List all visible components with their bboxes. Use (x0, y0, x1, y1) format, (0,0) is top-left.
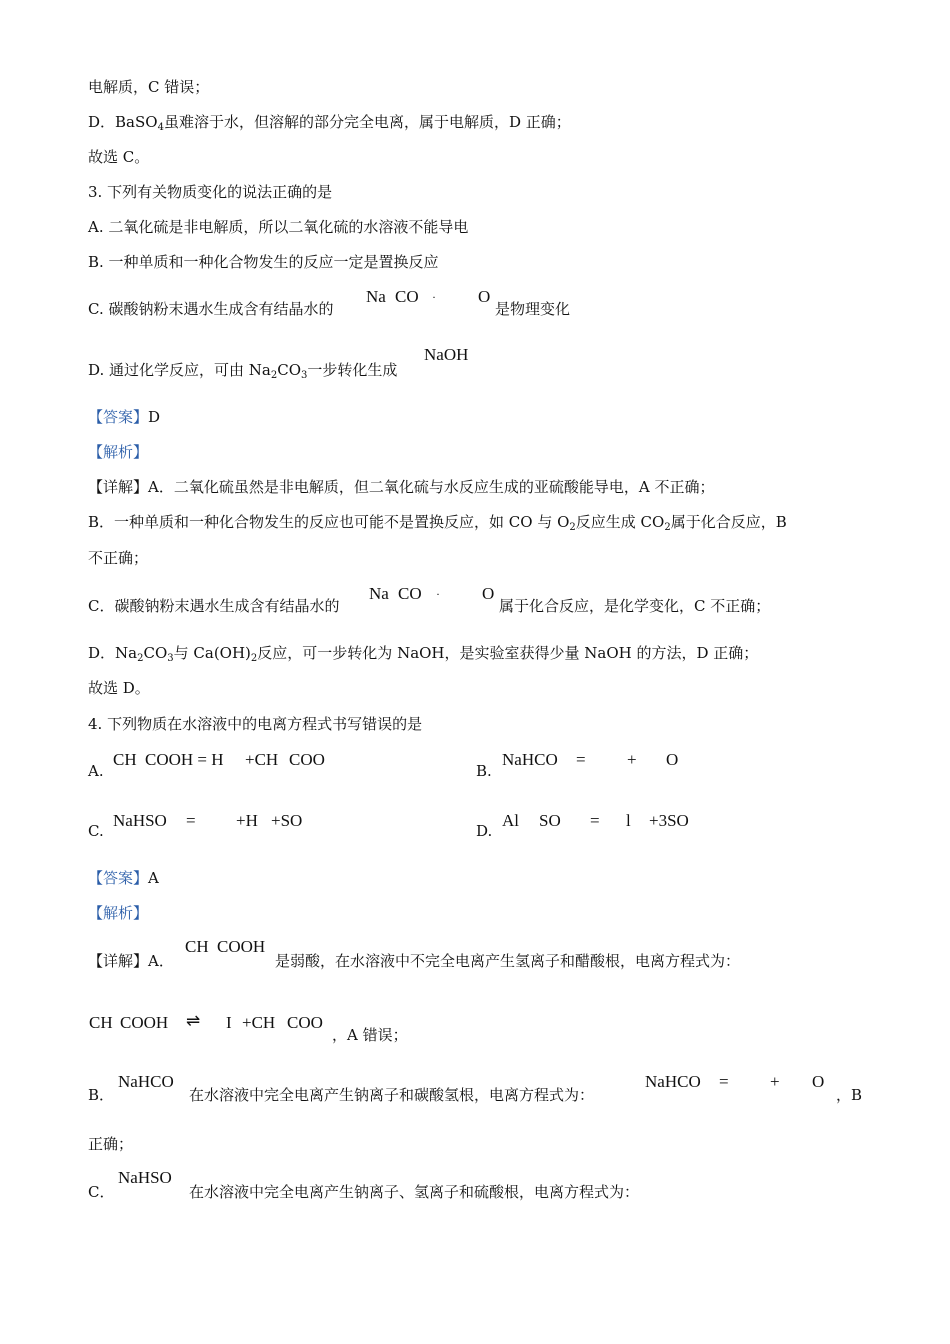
explanation-line: 不正确； (88, 549, 149, 567)
text-fragment: 在水溶液中完全电离产生钠离子和碳酸氢根，电离方程式为： (189, 1086, 595, 1104)
formula-fragment: NaHCO (645, 1072, 701, 1091)
equilibrium-arrow-icon: ⇌ (186, 1011, 201, 1030)
option-label: A. (88, 762, 104, 780)
formula-fragment: · (432, 290, 436, 304)
answer-value: A (148, 869, 159, 887)
formula-fragment: SO (539, 811, 561, 830)
text-fragment: 是弱酸，在水溶液中不完全电离产生氢离子和醋酸根，电离方程式为： (275, 952, 741, 970)
text-fragment: 属于化合反应，B (670, 513, 787, 531)
subscript: 3 (167, 653, 174, 664)
subscript: 4 (157, 122, 164, 133)
text-line: 故选 C。 (88, 148, 150, 166)
text-fragment: 反应生成 CO (575, 513, 665, 531)
formula-fragment: + (627, 750, 637, 769)
analysis-label: 【解析】 (88, 904, 149, 922)
formula-fragment: NaHSO (113, 811, 167, 830)
text-fragment: CO (277, 361, 302, 379)
subscript: 2 (270, 370, 278, 381)
text-fragment: 是物理变化 (495, 300, 571, 318)
formula-fragment: Na (369, 584, 389, 603)
explanation-line (88, 951, 174, 971)
formula-fragment: CH (113, 750, 137, 769)
formula-fragment: COOH (120, 1013, 169, 1032)
answer-label: 【答案】 (88, 869, 149, 887)
text-line (88, 112, 571, 132)
formula-fragment: CO (398, 584, 422, 603)
analysis-label: 【解析】 (88, 443, 149, 461)
text-fragment: A．二氧化硫虽然是非电解质，但二氧化硫与水反应生成的亚硫酸能导电，A 不正确； (148, 478, 715, 496)
explanation-line (88, 477, 714, 497)
text-fragment: B．一种单质和一种化合物发生的反应也可能不是置换反应，如 CO 与 O (88, 513, 570, 531)
answer-label: 【答案】 (88, 408, 149, 426)
answer-value: D (148, 408, 161, 426)
explanation-line: 故选 D。 (88, 679, 150, 697)
formula-fragment: · (436, 587, 440, 601)
formula-fragment: Al (502, 811, 519, 830)
formula-fragment: O (478, 287, 491, 306)
question-4-stem: 4. 下列物质在水溶液中的电离方程式书写错误的是 (88, 715, 423, 733)
option-label: B. (476, 762, 492, 780)
text-fragment: A． (148, 952, 174, 970)
formula-fragment: = (719, 1072, 729, 1091)
formula-fragment: I (226, 1013, 232, 1032)
explanation-line: B． (88, 1086, 115, 1104)
formula-fragment: = (590, 811, 600, 830)
explanation-line: C． (88, 1183, 115, 1201)
formula-fragment: NaHSO (118, 1168, 172, 1187)
option-3a: A. 二氧化硫是非电解质，所以二氧化硫的水溶液不能导电 (88, 218, 469, 236)
formula-fragment: O (482, 584, 495, 603)
text-fragment: ，A 错误； (332, 1026, 408, 1044)
formula-fragment: = (186, 811, 196, 830)
formula-fragment: +CH (245, 750, 279, 769)
text-fragment: 在水溶液中完全电离产生钠离子、氢离子和硫酸根，电离方程式为： (189, 1183, 640, 1201)
formula-fragment: CH (89, 1013, 113, 1032)
text-fragment: CO (143, 644, 168, 662)
question-3-stem: 3. 下列有关物质变化的说法正确的是 (88, 183, 333, 201)
subscript: 2 (250, 653, 258, 664)
formula-fragment: NaHCO (502, 750, 558, 769)
formula-fragment: +SO (271, 811, 303, 830)
explanation-line (88, 643, 758, 663)
formula-fragment: CO (395, 287, 419, 306)
option-3d (88, 360, 397, 380)
option-3c: C. 碳酸钠粉末遇水生成含有结晶水的 (88, 300, 334, 318)
option-label: C. (88, 822, 104, 840)
explanation-line (88, 512, 787, 532)
formula-fragment: CH (185, 937, 209, 956)
answer-line (88, 407, 160, 427)
answer-line (88, 868, 159, 888)
option-label: D. (476, 822, 493, 840)
formula-fragment: COO (289, 750, 325, 769)
formula-fragment: COOH (217, 937, 266, 956)
formula-fragment: = (576, 750, 586, 769)
subscript: 2 (569, 522, 576, 533)
formula-fragment: O (666, 750, 679, 769)
text-fragment: ，B (836, 1086, 863, 1104)
text-fragment: 一步转化生成 (307, 361, 398, 379)
text-fragment: 虽难溶于水，但溶解的部分完全电离，属于电解质，D 正确； (163, 113, 571, 131)
text-fragment: D．Na (88, 644, 138, 662)
formula-fragment: +H (236, 811, 258, 830)
explanation-line: 正确； (88, 1135, 134, 1153)
text-fragment: 与 Ca(OH) (173, 644, 251, 662)
text-fragment: 属于化合反应，是化学变化，C 不正确； (499, 597, 771, 615)
detail-label: 【详解】 (88, 952, 149, 970)
detail-label: 【详解】 (88, 478, 149, 496)
text-fragment: D．BaSO (88, 113, 158, 131)
text-fragment: 反应，可一步转化为 NaOH，是实验室获得少量 NaOH 的方法，D 正确； (257, 644, 759, 662)
formula-fragment: +CH (242, 1013, 276, 1032)
formula-fragment: COO (287, 1013, 323, 1032)
explanation-line: C．碳酸钠粉末遇水生成含有结晶水的 (88, 597, 340, 615)
formula-fragment: O (812, 1072, 825, 1091)
formula-fragment: l (626, 811, 631, 830)
option-3b: B. 一种单质和一种化合物发生的反应一定是置换反应 (88, 253, 439, 271)
text-line: 电解质，C 错误； (88, 78, 210, 96)
subscript: 2 (137, 653, 144, 664)
formula-fragment: NaOH (424, 345, 469, 364)
formula-fragment: +3SO (649, 811, 689, 830)
formula-fragment: NaHCO (118, 1072, 174, 1091)
subscript: 2 (664, 522, 671, 533)
formula-fragment: COOH = H (145, 750, 224, 769)
formula-fragment: Na (366, 287, 386, 306)
formula-fragment: + (770, 1072, 780, 1091)
text-fragment: D. 通过化学反应，可由 Na (88, 361, 271, 379)
subscript: 3 (301, 370, 308, 381)
